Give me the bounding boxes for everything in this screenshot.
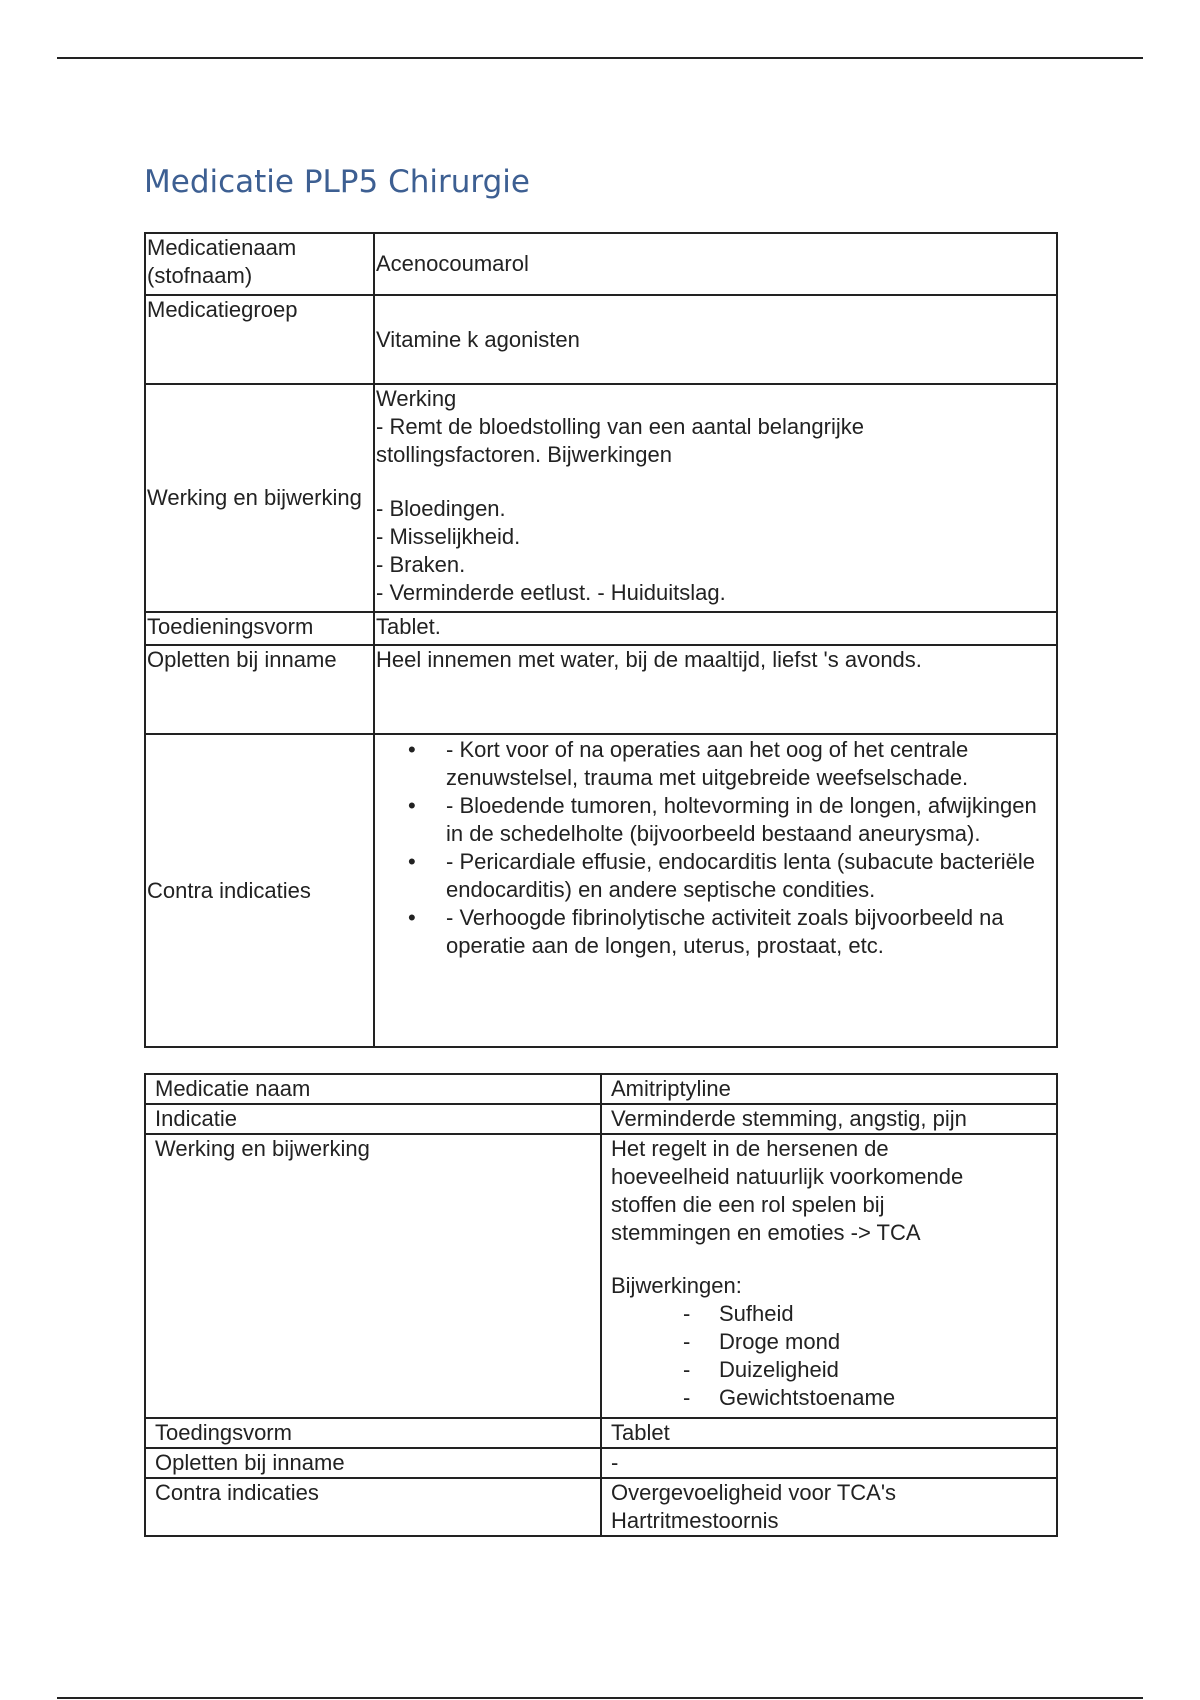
form-value: Tablet bbox=[601, 1418, 1057, 1448]
contra-cell bbox=[374, 734, 1057, 1047]
table-row bbox=[145, 1134, 1057, 1418]
table-row bbox=[145, 1104, 1057, 1134]
table-row bbox=[145, 1418, 1057, 1448]
name-value: Acenocoumarol bbox=[374, 233, 1057, 295]
effect-heading: Werking bbox=[376, 386, 457, 411]
effect-line: stemmingen en emoties -> TCA bbox=[611, 1220, 921, 1245]
list-item: - Sufheid bbox=[683, 1300, 1047, 1328]
side-effect: - Misselijkheid. bbox=[376, 524, 521, 549]
indication-label: Indicatie bbox=[145, 1104, 601, 1134]
form-label: Toedingsvorm bbox=[145, 1418, 601, 1448]
name-label: Medicatie naam bbox=[145, 1074, 601, 1104]
group-value: Vitamine k agonisten bbox=[374, 295, 1057, 384]
side-effect: - Verminderde eetlust. - Huiduitslag. bbox=[376, 580, 726, 605]
name-value: Amitriptyline bbox=[601, 1074, 1057, 1104]
effect-cell bbox=[601, 1134, 1057, 1418]
intake-label: Opletten bij inname bbox=[145, 1448, 601, 1478]
form-label: Toedieningsvorm bbox=[145, 612, 374, 645]
contra-label: Contra indicaties bbox=[145, 734, 374, 1047]
table-row bbox=[145, 612, 1057, 645]
page-title: Medicatie PLP5 Chirurgie bbox=[144, 164, 530, 200]
contra-label: Contra indicaties bbox=[145, 1478, 601, 1536]
name-label: Medicatienaam (stofnaam) bbox=[145, 233, 374, 295]
effect-label: Werking en bijwerking bbox=[145, 384, 374, 612]
table-row bbox=[145, 233, 1057, 295]
side-effect: - Bloedingen. bbox=[376, 496, 506, 521]
side-effect: - Braken. bbox=[376, 552, 466, 577]
intake-value: Heel innemen met water, bij de maaltijd, liefst 's avonds. bbox=[374, 645, 1057, 734]
table-row bbox=[145, 645, 1057, 734]
list-item: • - Bloedende tumoren, holtevorming in de longen, afwijkingen in de schedelholte (bijvoorbeeld bestaand aneurysma). bbox=[446, 792, 1055, 848]
contra-line: Hartritmestoornis bbox=[611, 1508, 779, 1533]
intake-label: Opletten bij inname bbox=[145, 645, 374, 734]
indication-value: Verminderde stemming, angstig, pijn bbox=[601, 1104, 1057, 1134]
effect-cell bbox=[374, 384, 1057, 612]
effect-line: stollingsfactoren. Bijwerkingen bbox=[376, 442, 672, 467]
table-row bbox=[145, 1448, 1057, 1478]
list-item: • - Pericardiale effusie, endocarditis lenta (subacute bacteriële endocarditis) en andere septische condities. bbox=[446, 848, 1055, 904]
table-row bbox=[145, 384, 1057, 612]
effect-line: stoffen die een rol spelen bij bbox=[611, 1192, 885, 1217]
effect-label: Werking en bijwerking bbox=[145, 1134, 601, 1418]
list-item: • - Kort voor of na operaties aan het oog of het centrale zenuwstelsel, trauma met uitgebreide weefselschade. bbox=[446, 736, 1055, 792]
table-row bbox=[145, 1074, 1057, 1104]
header-rule bbox=[57, 57, 1143, 59]
amitriptyline-table bbox=[144, 1073, 1058, 1537]
effect-line: Het regelt in de hersenen de bbox=[611, 1136, 889, 1161]
acenocoumarol-table bbox=[144, 232, 1058, 1048]
contra-cell bbox=[601, 1478, 1057, 1536]
contra-line: Overgevoeligheid voor TCA's bbox=[611, 1480, 897, 1505]
table-row bbox=[145, 1478, 1057, 1536]
side-effects-heading: Bijwerkingen: bbox=[611, 1273, 742, 1298]
effect-line: hoeveelheid natuurlijk voorkomende bbox=[611, 1164, 964, 1189]
list-item: - Duizeligheid bbox=[683, 1356, 1047, 1384]
form-value: Tablet. bbox=[374, 612, 1057, 645]
footer-rule bbox=[57, 1697, 1143, 1699]
list-item: - Gewichtstoename bbox=[683, 1384, 1047, 1412]
side-effects-list bbox=[611, 1300, 1047, 1412]
list-item: - Droge mond bbox=[683, 1328, 1047, 1356]
table-row bbox=[145, 295, 1057, 384]
group-label: Medicatiegroep bbox=[145, 295, 374, 384]
contra-list bbox=[376, 736, 1055, 960]
table-row bbox=[145, 734, 1057, 1047]
intake-value: - bbox=[601, 1448, 1057, 1478]
list-item: • - Verhoogde fibrinolytische activiteit zoals bijvoorbeeld na operatie aan de longen, uterus, prostaat, etc. bbox=[446, 904, 1055, 960]
effect-line: - Remt de bloedstolling van een aantal belangrijke bbox=[376, 414, 864, 439]
